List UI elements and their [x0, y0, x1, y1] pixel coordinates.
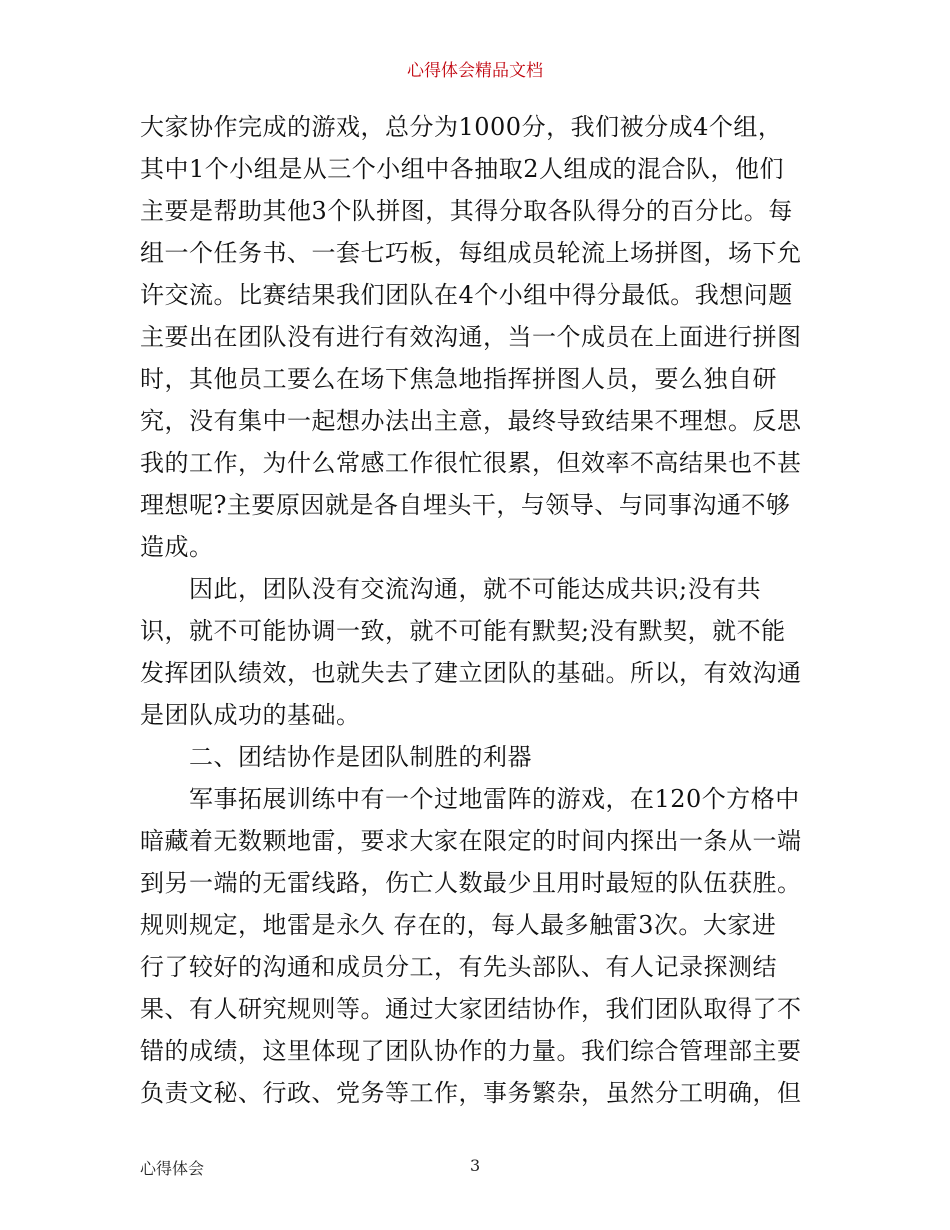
body-line: 军事拓展训练中有一个过地雷阵的游戏，在120个方格中 — [140, 785, 800, 813]
section-heading: 二、团结协作是团队制胜的利器 — [140, 743, 532, 771]
body-line: 究，没有集中一起想办法出主意，最终导致结果不理想。反思 — [140, 407, 802, 435]
body-line: 大家协作完成的游戏，总分为1000分，我们被分成4个组， — [140, 113, 783, 141]
body-line: 是团队成功的基础。 — [140, 701, 361, 729]
body-line: 错的成绩，这里体现了团队协作的力量。我们综合管理部主要 — [140, 1037, 802, 1065]
body-line: 规则规定，地雷是永久 存在的，每人最多触雷3次。大家进 — [140, 911, 777, 939]
body-line: 主要出在团队没有进行有效沟通，当一个成员在上面进行拼图 — [140, 323, 802, 351]
body-line: 负责文秘、行政、党务等工作，事务繁杂，虽然分工明确，但 — [140, 1079, 802, 1107]
body-line: 主要是帮助其他3个队拼图，其得分取各队得分的百分比。每 — [140, 197, 793, 225]
body-line: 造成。 — [140, 533, 214, 561]
body-line: 理想呢?主要原因就是各自埋头干，与领导、与同事沟通不够 — [140, 491, 791, 519]
body-line: 我的工作，为什么常感工作很忙很累，但效率不高结果也不甚 — [140, 449, 802, 477]
footer-label: 心得体会 — [140, 1159, 205, 1178]
body-line: 组一个任务书、一套七巧板，每组成员轮流上场拼图，场下允 — [140, 239, 802, 267]
body-line: 时，其他员工要么在场下焦急地指挥拼图人员，要么独自研 — [140, 365, 777, 393]
document-header-title: 心得体会精品文档 — [407, 61, 543, 81]
body-line: 许交流。比赛结果我们团队在4个小组中得分最低。我想问题 — [140, 281, 793, 309]
body-line: 行了较好的沟通和成员分工，有先头部队、有人记录探测结 — [140, 953, 777, 981]
body-line: 发挥团队绩效，也就失去了建立团队的基础。所以，有效沟通 — [140, 659, 802, 687]
body-line: 识，就不可能协调一致，就不可能有默契;没有默契，就不能 — [140, 617, 786, 645]
body-line: 果、有人研究规则等。通过大家团结协作，我们团队取得了不 — [140, 995, 802, 1023]
page-number: 3 — [470, 1156, 481, 1175]
document-body — [140, 106, 820, 1114]
body-line: 暗藏着无数颗地雷，要求大家在限定的时间内探出一条从一端 — [140, 827, 802, 855]
body-line: 到另一端的无雷线路，伤亡人数最少且用时最短的队伍获胜。 — [140, 869, 802, 897]
body-line: 其中1个小组是从三个小组中各抽取2人组成的混合队，他们 — [140, 155, 785, 183]
body-line: 因此，团队没有交流沟通，就不可能达成共识;没有共 — [140, 575, 762, 603]
